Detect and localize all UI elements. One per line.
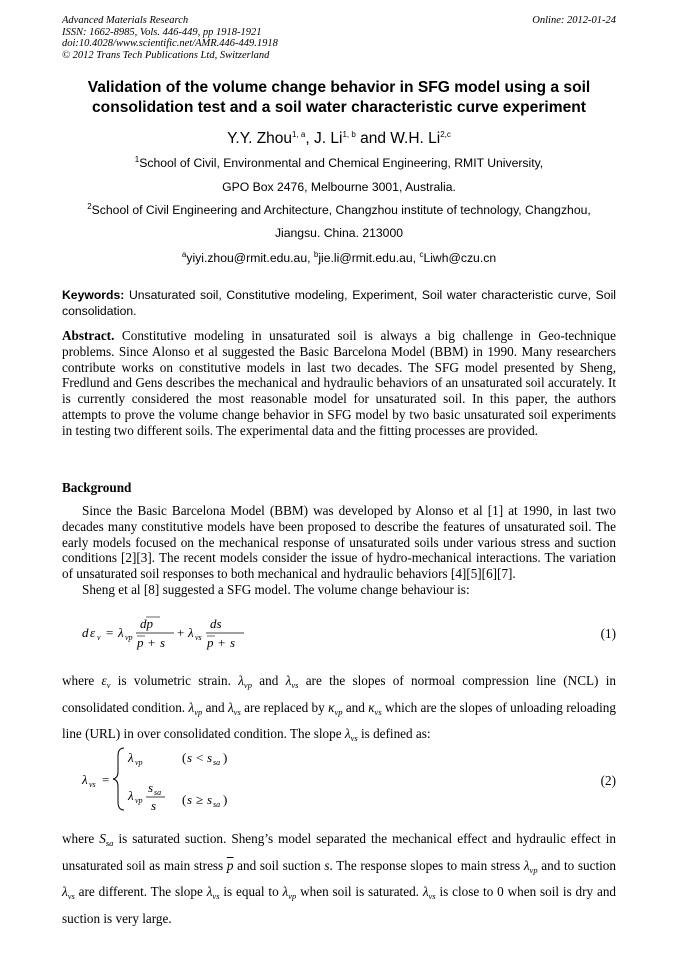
svg-text:λ: λ (128, 788, 134, 803)
author-2-sup: 1, b (342, 129, 356, 139)
author-3-sup: 2,c (440, 129, 451, 139)
keywords (62, 288, 616, 319)
abstract-label: Abstract. (62, 328, 115, 343)
keywords-label: Keywords: (62, 288, 125, 302)
author-3: W.H. Li (390, 130, 441, 147)
email-line (62, 251, 616, 265)
svg-text:d: d (82, 625, 89, 640)
author-separator: and (355, 130, 391, 147)
affiliation-2-line-1 (62, 203, 616, 217)
svg-text:p: p (207, 635, 214, 650)
svg-text:s: s (151, 798, 157, 813)
equation-2-number: (2) (600, 773, 616, 788)
svg-text:vs: vs (89, 780, 96, 789)
svg-text:=: = (106, 625, 114, 640)
author-1: Y.Y. Zhou (227, 130, 293, 147)
svg-text:): ) (223, 792, 228, 807)
author-list (62, 130, 616, 148)
svg-text:sa: sa (154, 788, 162, 797)
abstract-text: Constitutive modeling in unsaturated soil is always a big challenge in Geo-technique problems. Since Alonso et al suggested the Basic Barcelona Model (BBM) in 1990. Many researchers contribute works on constitutive models in last two decades. The SFG model presented by Sheng, Fredlund and Gens describes the mechanical and hydraulic behaviors of an unsaturated soil accurately. It is currently considered the most reasonable model for unsaturated soil. In this paper, the authors attempts to prove the volume change behavior in SFG model by two basic unsaturated soil experiments in testing two different soils. The experimental data and the fitting processes are provided. (62, 328, 616, 438)
affiliation-1-line-2: GPO Box 2476, Melbourne 3001, Australia. (222, 180, 456, 194)
background-paragraph-2: Sheng et al [8] suggested a SFG model. The volume change behaviour is: (82, 582, 470, 597)
svg-text:s: s (160, 635, 166, 650)
paper-title (62, 78, 616, 118)
online-date: Online: 2012-01-24 (532, 15, 616, 26)
author-1-sup: 1, a (292, 129, 306, 139)
svg-text:vp: vp (125, 633, 133, 642)
author-separator: , (305, 130, 314, 147)
affiliation-2-text: School of Civil Engineering and Architecture, Changzhou institute of technology, Changzhou, (91, 203, 591, 217)
equation-1 (80, 612, 250, 654)
equation-1-number: (1) (600, 626, 616, 641)
svg-text:s: s (230, 635, 236, 650)
svg-text:ds: ds (210, 616, 222, 631)
svg-text:λ: λ (128, 750, 134, 765)
email-b-sup: b (313, 249, 319, 259)
section-heading-background: Background (62, 480, 132, 495)
email-a: yiyi.zhou@rmit.edu.au, (186, 251, 314, 265)
abstract (62, 328, 616, 439)
svg-text:+: + (218, 635, 226, 650)
doi-line: doi:10.4028/www.scientific.net/AMR.446-449.1918 (62, 38, 278, 49)
svg-text:): ) (223, 750, 228, 765)
svg-text:<: < (196, 750, 204, 765)
email-a-sup: a (181, 249, 187, 259)
background-paragraph-1: Since the Basic Barcelona Model (BBM) was developed by Alonso et al [1] at 1990, in last two decades many constitutive models have been proposed to describe the features of unsaturated soil. The early models focused on the mechanical response of unsaturated soils under various stress and suction conditions [2][3]. The recent models consider the issue of hydro-mechanical interactions. The variation of unsaturated soil responses to both mechanical and hydraulic behaviors [4][5][6][7]. (62, 503, 616, 582)
keywords-text: Unsaturated soil, Constitutive modeling, Experiment, Soil water characteristic curve, Soil consolidation. (62, 288, 616, 318)
svg-text:λ: λ (188, 625, 194, 640)
copyright-line: © 2012 Trans Tech Publications Ltd, Switzerland (62, 49, 270, 61)
svg-text:+: + (177, 625, 185, 640)
svg-text:+: + (148, 635, 156, 650)
affiliation-1-text: School of Civil, Environmental and Chemical Engineering, RMIT University, (139, 156, 544, 170)
paragraph-after-equation-2: where $S_{sa}$ is saturated suction. Sheng’s model separated the mechanical effect and hydraulic effect in unsaturated soil as main stress $\overline{p}$ and soil suction s. The response slopes to main stress $\lambda_{vp}$ and to suction $\lambda_{vs}$ are different. The slope $\lambda_{vs}$ is equal to $\lambda_{vp}$ when soil is saturated. $\lambda_{vs}$ is close to 0 when soil is dry and suction is very large. (62, 831, 617, 926)
svg-text:vp: vp (135, 796, 143, 805)
svg-text:v: v (97, 633, 101, 642)
paragraph-after-equation-1: where $\varepsilon_v$ is volumetric strain. $\lambda_{vp}$ and $\lambda_{vs}$ are the slopes of normoal compression line (NCL) in consolidated condition. $\lambda_{vp}$ and $\lambda_{vs}$ are replaced by $\kappa_{vp}$ and $\kappa_{vs}$ which are the slopes of unloading reloading line (URL) in over consolidated condition. The slope $\lambda_{vs}$ is defined as: (62, 673, 617, 743)
journal-header (62, 15, 616, 61)
affiliation-1-line-1 (62, 156, 616, 170)
svg-text:s: s (148, 780, 154, 795)
title-line-1: Validation of the volume change behavior in SFG model using a soil (87, 79, 591, 96)
svg-text:sa: sa (213, 800, 221, 809)
email-b: jie.li@rmit.edu.au, (318, 251, 420, 265)
svg-text:p: p (137, 635, 144, 650)
title-line-2: consolidation test and a soil water characteristic curve experiment (92, 99, 586, 116)
svg-text:=: = (102, 772, 110, 787)
svg-text:sa: sa (213, 758, 221, 767)
svg-text:s: s (187, 792, 193, 807)
svg-text:vp: vp (135, 758, 143, 767)
svg-text:(: ( (182, 792, 187, 807)
svg-text:dp: dp (140, 616, 153, 631)
svg-text:s: s (207, 750, 213, 765)
affiliation-2-sup: 2 (87, 201, 92, 211)
affiliation-2-line-2: Jiangsu. China. 213000 (274, 226, 404, 240)
svg-text:s: s (187, 750, 193, 765)
issn-line: ISSN: 1662-8985, Vols. 446-449, pp 1918-1921 (62, 26, 262, 38)
equation-2 (80, 742, 260, 816)
email-c-sup: c (419, 249, 424, 259)
author-2: J. Li (314, 130, 343, 147)
journal-name: Advanced Materials Research (62, 15, 189, 26)
svg-text:λ: λ (82, 772, 88, 787)
svg-text:s: s (207, 792, 213, 807)
svg-text:λ: λ (118, 625, 124, 640)
email-c: Liwh@czu.cn (423, 251, 497, 265)
svg-text:vs: vs (195, 633, 202, 642)
svg-text:ε: ε (90, 625, 96, 640)
affiliation-1-sup: 1 (134, 154, 140, 164)
svg-text:≥: ≥ (196, 792, 204, 807)
svg-text:(: ( (182, 750, 187, 765)
